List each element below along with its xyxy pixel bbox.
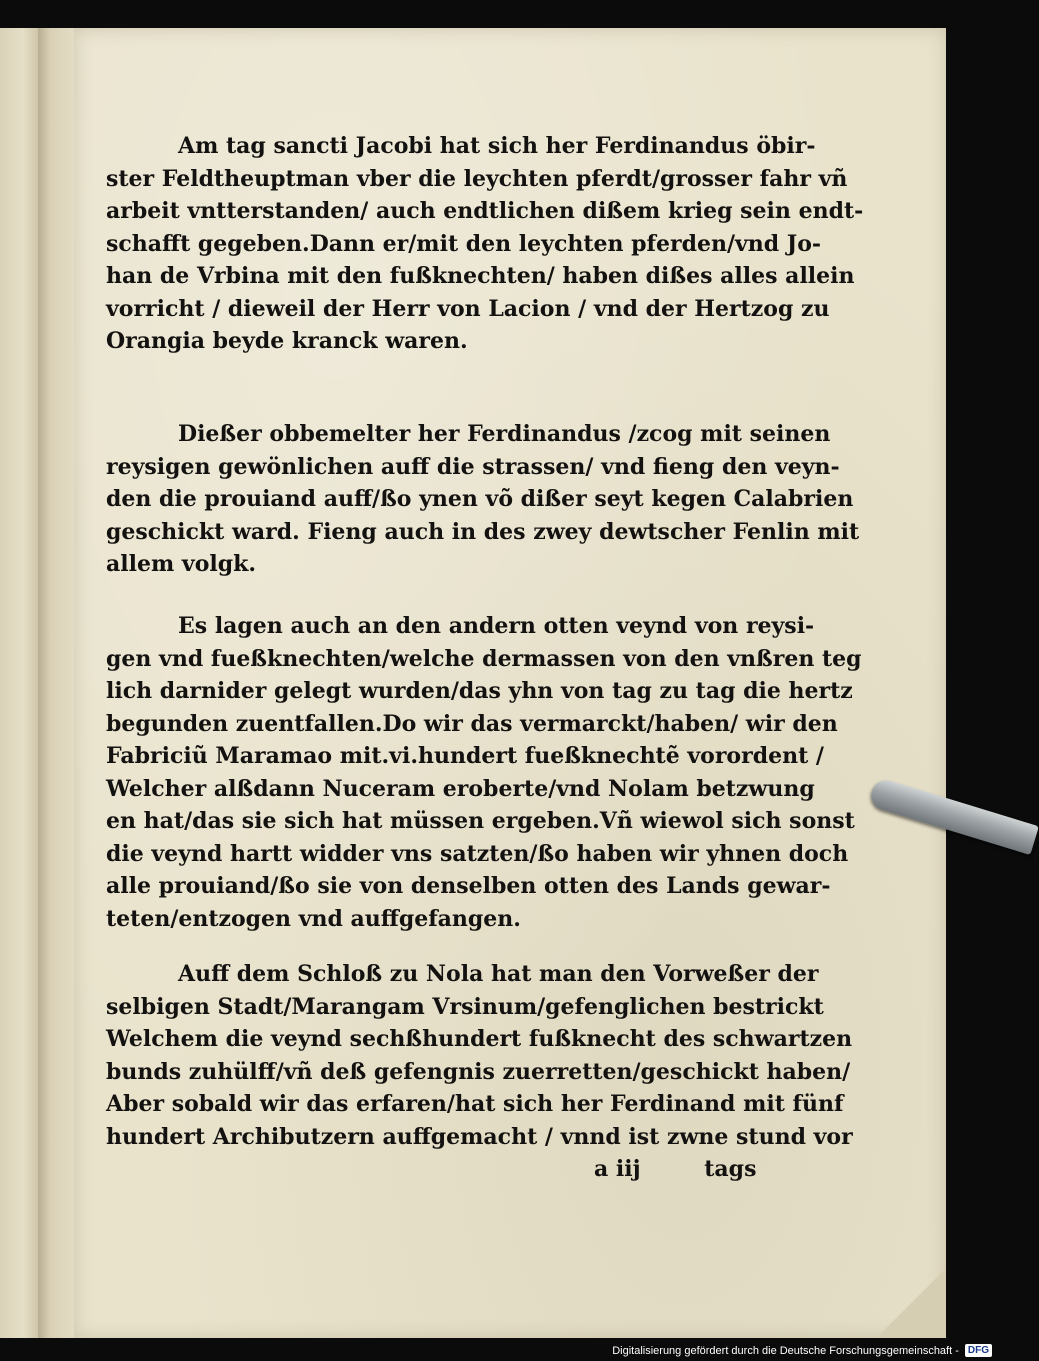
page-footer [594, 1156, 756, 1182]
book-gutter [38, 28, 74, 1338]
text-line: Auff dem Schloß zu Nola hat man den Vorweßer der [178, 961, 819, 987]
text-line: reysigen gewönlichen auff die strassen/ vnd fieng den veyn- [106, 453, 840, 480]
text-line: Fabriciũ Maramao mit.vi.hundert fueßknechtẽ vorordent / [106, 743, 824, 769]
text-line: allem volgk. [106, 551, 257, 577]
text-line: alle prouiand/ßo sie von denselben otten des Lands gewar- [106, 873, 831, 899]
text-line: Orangia beyde kranck waren. [106, 328, 468, 354]
paragraph-3 [106, 610, 862, 935]
text-line: han de Vrbina mit den fußknechten/ haben dißes alles allein [106, 263, 855, 289]
text-line: teten/entzogen vnd auffgefangen. [106, 905, 521, 932]
paragraph-2 [106, 418, 860, 581]
text-line: arbeit vntterstanden/ auch endtlichen dißem krieg sein endt- [106, 198, 864, 224]
catchword: tags [704, 1156, 757, 1182]
signature-mark: a iij [594, 1156, 641, 1182]
text-line: hundert Archibutzern auffgemacht / vnnd ist zwne stund vor [106, 1123, 853, 1150]
text-line: Welcher alßdann Nuceram eroberte/vnd Nolam betzwung [106, 775, 815, 802]
dfg-logo-icon: DFG [965, 1344, 992, 1357]
text-line: Am tag sancti Jacobi hat sich her Ferdinandus öbir- [178, 133, 816, 159]
text-line: Dießer obbemelter her Ferdinandus /zcog mit seinen [178, 421, 831, 447]
credit-text: Digitalisierung gefördert durch die Deutsche Forschungsgemeinschaft - [612, 1344, 959, 1357]
text-line: en hat/das sie sich hat müssen ergeben.Vñ wiewol sich sonst [106, 808, 855, 834]
text-line: schafft gegeben.Dann er/mit den leychten pferden/vnd Jo- [106, 230, 822, 257]
text-line: bunds zuhülff/vñ deß gefengnis zuerretten/geschickt haben/ [106, 1058, 851, 1085]
text-line: begunden zuentfallen.Do wir das vermarckt/haben/ wir den [106, 710, 838, 737]
text-line: geschickt ward. Fieng auch in des zwey dewtscher Fenlin mit [106, 518, 860, 545]
text-line: Es lagen auch an den andern otten veynd von reysi- [178, 613, 815, 639]
text-line: Aber sobald wir das erfaren/hat sich her Ferdinand mit fünf [106, 1091, 844, 1117]
text-line: die veynd hartt widder vns satzten/ßo haben wir yhnen doch [106, 840, 849, 867]
text-line: selbigen Stadt/Marangam Vrsinum/gefenglichen bestrickt [106, 993, 824, 1020]
book-page [74, 28, 946, 1338]
page-corner-fold [876, 1268, 946, 1338]
text-line: vorricht / dieweil der Herr von Lacion / vnd der Hertzog zu [106, 295, 830, 322]
text-line: lich darnider gelegt wurden/das yhn von tag zu tag die hertz [106, 678, 853, 704]
paragraph-4 [106, 958, 853, 1153]
text-line: den die prouiand auff/ßo ynen võ dißer seyt kegen Calabrien [106, 486, 854, 512]
digitization-credit [612, 1344, 992, 1357]
text-line: gen vnd fueßknechten/welche dermassen von den vnßren teg [106, 645, 862, 672]
text-line: ster Feldtheuptman vber die leychten pferdt/grosser fahr vñ [106, 165, 848, 192]
paragraph-1 [106, 130, 864, 358]
text-line: Welchem die veynd sechßhundert fußknecht des schwartzen [106, 1026, 853, 1052]
facing-page-edge [0, 28, 38, 1338]
